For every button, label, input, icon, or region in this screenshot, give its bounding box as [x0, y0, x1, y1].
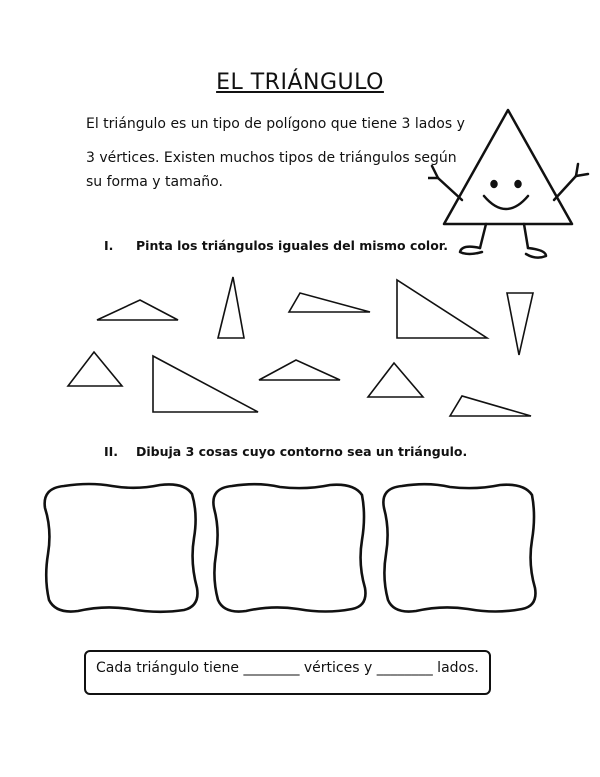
- intro-line-3: su forma y tamaño.: [86, 174, 223, 190]
- instruction-2-number: II.: [104, 444, 119, 459]
- drawing-box-3: [383, 484, 535, 611]
- intro-line-2: 3 vértices. Existen muchos tipos de triángulos según: [86, 150, 457, 166]
- triangle-5: [507, 293, 533, 355]
- instruction-1-number: I.: [104, 238, 114, 253]
- triangle-2: [218, 277, 244, 338]
- triangle-1: [97, 300, 178, 320]
- triangles-set: [0, 260, 600, 430]
- drawing-boxes: [0, 478, 600, 618]
- instruction-2-text: Dibuja 3 cosas cuyo contorno sea un triángulo.: [136, 444, 468, 459]
- instruction-2: [104, 444, 467, 459]
- triangle-9: [368, 363, 423, 397]
- drawing-box-2: [213, 484, 365, 611]
- fill-in-sentence: Cada triángulo tiene ________ vértices y ________ lados.: [96, 660, 479, 676]
- triangle-mascot-illustration: [428, 104, 592, 266]
- instruction-1-text: Pinta los triángulos iguales del mismo color.: [136, 238, 448, 253]
- triangle-6: [68, 352, 122, 386]
- triangle-7: [153, 356, 258, 412]
- intro-line-1: El triángulo es un tipo de polígono que tiene 3 lados y: [86, 116, 465, 132]
- triangle-10: [450, 396, 531, 416]
- triangle-4: [397, 280, 487, 338]
- triangle-3: [289, 293, 370, 312]
- drawing-box-1: [45, 484, 198, 612]
- instruction-1: [104, 238, 448, 253]
- triangle-8: [259, 360, 340, 380]
- page-title: EL TRIÁNGULO: [216, 70, 384, 95]
